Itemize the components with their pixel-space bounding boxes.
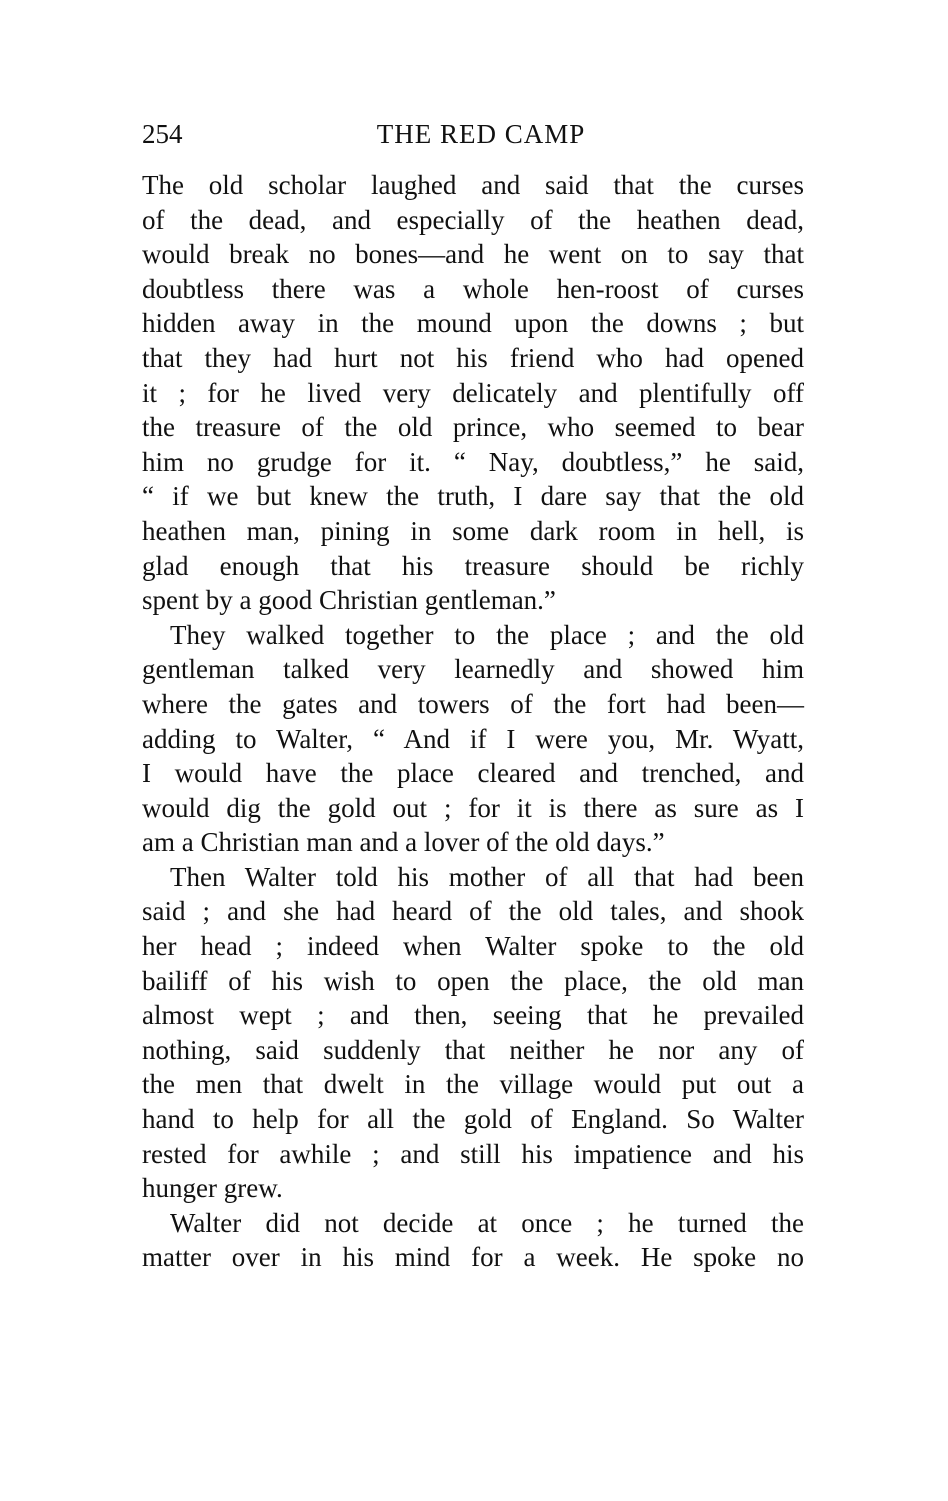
text-line: gentleman talked very learnedly and showed him xyxy=(142,654,804,685)
text-line: “ if we but knew the truth, I dare say that the old xyxy=(142,481,804,512)
text-line: would break no bones—and he went on to say that xyxy=(142,239,804,270)
text-line: nothing, said suddenly that neither he nor any of xyxy=(142,1034,804,1065)
text-line: the treasure of the old prince, who seemed to bear xyxy=(142,412,804,443)
text-line: rested for awhile ; and still his impatience and his xyxy=(142,1138,804,1169)
running-head xyxy=(142,114,802,154)
text-line: They walked together to the place ; and the old xyxy=(170,619,804,650)
text-line: am a Christian man and a lover of the old days.” xyxy=(142,827,665,858)
page-number: 254 xyxy=(142,119,183,149)
text-line: where the gates and towers of the fort had been— xyxy=(142,688,804,719)
text-line: of the dead, and especially of the heathen dead, xyxy=(142,204,804,235)
text-line: glad enough that his treasure should be richly xyxy=(142,550,804,581)
text-body xyxy=(142,168,804,1275)
text-line: that they had hurt not his friend who had opened xyxy=(142,342,804,373)
text-line: hunger grew. xyxy=(142,1173,283,1204)
running-title: THE RED CAMP xyxy=(376,119,586,149)
text-line: The old scholar laughed and said that the curses xyxy=(142,170,804,200)
text-line: hidden away in the mound upon the downs ; but xyxy=(142,308,804,339)
text-line: spent by a good Christian gentleman.” xyxy=(142,585,556,616)
text-line: bailiff of his wish to open the place, the old man xyxy=(142,965,804,996)
text-line: it ; for he lived very delicately and plentifully off xyxy=(142,377,804,408)
text-line: doubtless there was a whole hen-roost of curses xyxy=(142,273,804,304)
text-line: almost wept ; and then, seeing that he prevailed xyxy=(142,1000,804,1031)
text-line: Then Walter told his mother of all that had been xyxy=(170,861,804,892)
text-line: her head ; indeed when Walter spoke to the old xyxy=(142,931,804,962)
text-line: him no grudge for it. “ Nay, doubtless,” he said, xyxy=(142,446,804,477)
text-line: matter over in his mind for a week. He spoke no xyxy=(142,1242,804,1273)
text-line: said ; and she had heard of the old tales, and shook xyxy=(142,896,804,927)
text-line: Walter did not decide at once ; he turned the xyxy=(170,1207,804,1238)
text-line: heathen man, pining in some dark room in hell, is xyxy=(142,515,804,546)
text-line: would dig the gold out ; for it is there as sure as I xyxy=(142,792,804,823)
text-line: the men that dwelt in the village would put out a xyxy=(142,1069,804,1100)
text-line: hand to help for all the gold of England. So Walter xyxy=(142,1104,804,1135)
text-line: adding to Walter, “ And if I were you, Mr. Wyatt, xyxy=(142,723,804,754)
text-line: I would have the place cleared and trenched, and xyxy=(142,758,804,789)
